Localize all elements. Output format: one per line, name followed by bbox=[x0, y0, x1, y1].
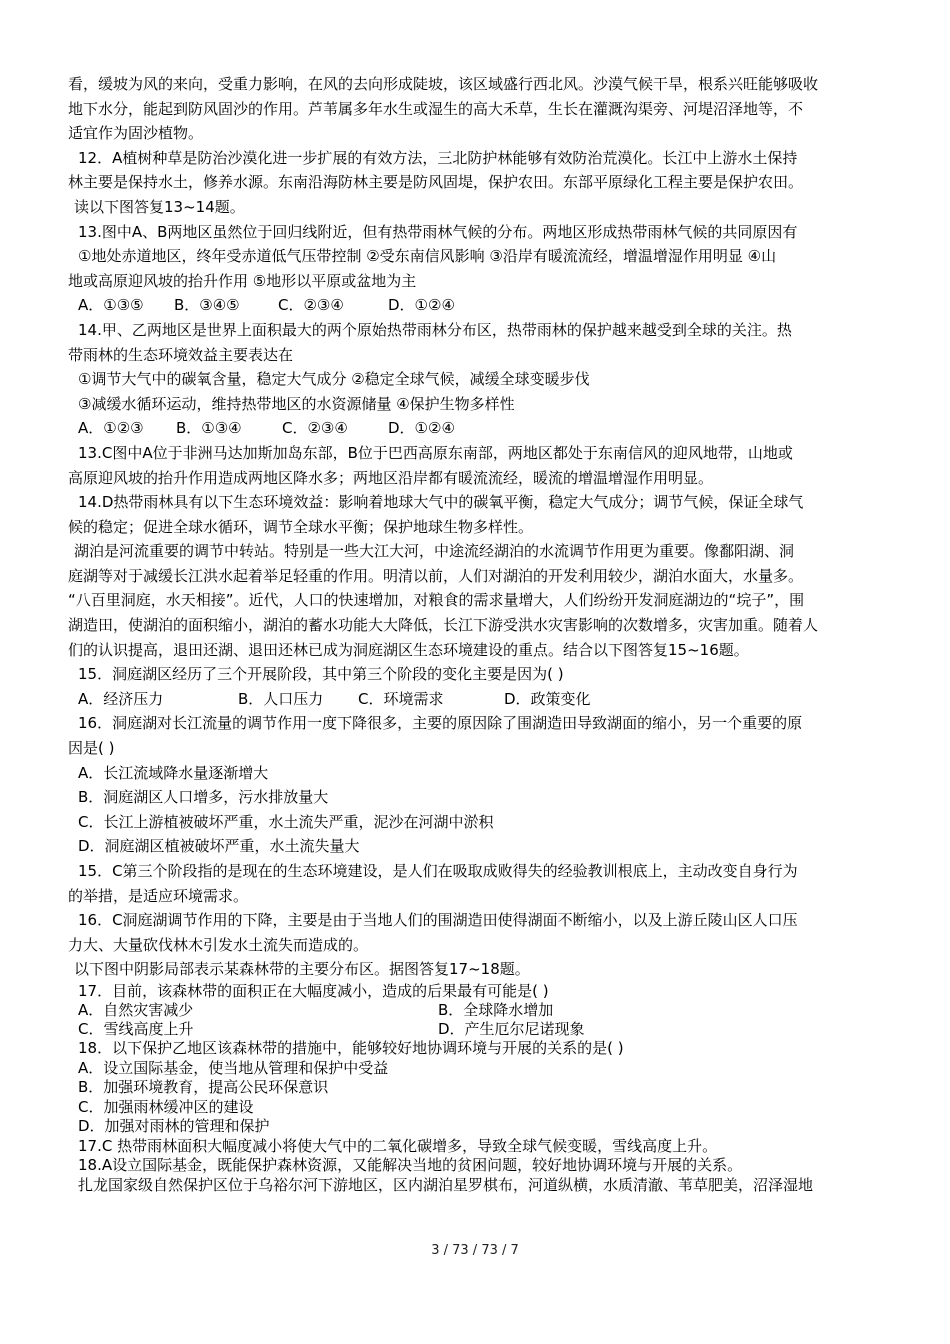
answer-14: 14.D热带雨林具有以下生态环境效益：影响着地球大气中的碳氧平衡，稳定大气成分；调节气候，保证全球气 bbox=[78, 493, 804, 512]
text-line: 12．A植树种草是防治沙漠化进一步扩展的有效方法，三北防护林能够有效防治荒漠化。长江中上游水土保持 bbox=[78, 148, 798, 167]
text-line: 看，缓坡为风的来向，受重力影响，在风的去向形成陡坡，该区域盛行西北风。沙漠气候干旱，根系兴旺能够吸收 bbox=[68, 75, 819, 93]
text-line: 力大、大量砍伐林木引发水土流失而造成的。 bbox=[68, 935, 369, 954]
text-line: 地或高原迎风坡的抬升作用 ⑤地形以平原或盆地为主 bbox=[68, 271, 417, 290]
text-line: 读以下图答复13~14题。 bbox=[74, 197, 245, 216]
answer-17: 17.C 热带雨林面积大幅度减小将使大气中的二氧化碳增多，导致全球气候变暖，雪线高度上升。 bbox=[78, 1136, 718, 1155]
question-15: 15．洞庭湖区经历了三个开展阶段，其中第三个阶段的变化主要是因为( ) bbox=[78, 665, 564, 684]
option: C．②③④ bbox=[282, 419, 348, 438]
question-13: 13.图中A、B两地区虽然位于回归线附近，但有热带雨林气候的分布。两地区形成热带雨林气候的共同原因有 bbox=[78, 222, 798, 241]
document-page bbox=[68, 72, 884, 1195]
text-line: 的举措，是适应环境需求。 bbox=[68, 886, 249, 905]
option: A．自然灾害减少 bbox=[78, 1001, 194, 1020]
text-line: ①地处赤道地区，终年受赤道低气压带控制 ②受东南信风影响 ③沿岸有暖流流经，增温增湿作用明显 ④山 bbox=[78, 247, 777, 266]
text-line: 地下水分，能起到防风固沙的作用。芦苇属多年水生或湿生的高大禾草，生长在灌溉沟渠旁、河堤沼泽地等，不 bbox=[68, 99, 804, 118]
option: D．政策变化 bbox=[504, 689, 591, 708]
option: C．环境需求 bbox=[358, 689, 444, 708]
answer-16: 16．C洞庭湖调节作用的下降，主要是由于当地人们的围湖造田使得湖面不断缩小，以及上游丘陵山区人口压 bbox=[78, 911, 798, 930]
option: D．洞庭湖区植被破坏严重，水土流失量大 bbox=[78, 837, 360, 856]
passage-line: 湖泊是河流重要的调节中转站。特别是一些大江大河，中途流经湖泊的水流调节作用更为重要。像鄱阳湖、洞 bbox=[74, 542, 795, 561]
option: B．洞庭湖区人口增多，污水排放量大 bbox=[78, 788, 329, 807]
option: A．①③⑤ bbox=[78, 296, 144, 315]
option: B．③④⑤ bbox=[174, 296, 240, 315]
option: A．设立国际基金，使当地从管理和保护中受益 bbox=[78, 1058, 389, 1077]
option: C．长江上游植被破坏严重，水土流失严重，泥沙在河湖中淤积 bbox=[78, 812, 494, 831]
passage-line: 们的认识提高，退田还湖、退田还林已成为洞庭湖区生态环境建设的重点。结合以下图答复15~16题。 bbox=[68, 640, 749, 659]
question-16: 16．洞庭湖对长江流量的调节作用一度下降很多，主要的原因除了围湖造田导致湖面的缩小，另一个重要的原 bbox=[78, 714, 803, 733]
text-line: ①调节大气中的碳氧含量，稳定大气成分 ②稳定全球气候，减缓全球变暖步伐 bbox=[78, 370, 590, 389]
question-18: 18．以下保护乙地区该森林带的措施中，能够较好地协调环境与开展的关系的是( ) bbox=[78, 1039, 624, 1058]
option: D．产生厄尔尼诺现象 bbox=[438, 1020, 585, 1039]
passage-line: 扎龙国家级自然保护区位于乌裕尔河下游地区，区内湖泊星罗棋布，河道纵横，水质清澈、苇草肥美，沼泽湿地 bbox=[78, 1175, 814, 1194]
option: C．雪线高度上升 bbox=[78, 1020, 194, 1039]
answer-13: 13.C图中A位于非洲马达加斯加岛东部，B位于巴西高原东南部，两地区都处于东南信风的迎风地带，山地或 bbox=[78, 443, 793, 462]
option: D．①②④ bbox=[388, 419, 455, 438]
text-line: 带雨林的生态环境效益主要表达在 bbox=[68, 345, 294, 364]
q14-options bbox=[68, 416, 884, 441]
question-14: 14.甲、乙两地区是世界上面积最大的两个原始热带雨林分布区，热带雨林的保护越来越受到全球的关注。热 bbox=[78, 320, 792, 339]
text-line: 因是( ) bbox=[68, 739, 115, 758]
answer-15: 15．C第三个阶段指的是现在的生态环境建设，是人们在吸取成败得失的经验教训根底上，主动改变自身行为 bbox=[78, 862, 798, 880]
text-line: 以下图中阴影局部表示某森林带的主要分布区。据图答复17~18题。 bbox=[74, 960, 530, 979]
option: B．全球降水增加 bbox=[438, 1001, 554, 1020]
q15-options bbox=[68, 687, 884, 712]
option: C．②③④ bbox=[278, 296, 344, 315]
text-line: 候的稳定；促进全球水循环，调节全球水平衡；保护地球生物多样性。 bbox=[68, 517, 534, 536]
text-line: ③减缓水循环运动，维持热带地区的水资源储量 ④保护生物多样性 bbox=[78, 394, 515, 413]
question-17: 17．目前，该森林带的面积正在大幅度减小，造成的后果最有可能是( ) bbox=[78, 981, 549, 1000]
option: B．人口压力 bbox=[238, 689, 324, 708]
q13-options bbox=[68, 293, 884, 318]
option: A．长江流域降水量逐渐增大 bbox=[78, 763, 269, 782]
passage-line: 庭湖等对于减缓长江洪水起着举足轻重的作用。明清以前，人们对湖泊的开发利用较少，湖泊水面大，水量多。 bbox=[68, 566, 804, 585]
passage-line: 湖造田，使湖泊的面积缩小，湖泊的蓄水功能大大降低，长江下游受洪水灾害影响的次数增多，灾害加重。随着人 bbox=[68, 616, 819, 635]
page-number: 3 / 73 / 73 / 7 bbox=[431, 1243, 519, 1258]
option: A．经济压力 bbox=[78, 689, 164, 708]
q17-options bbox=[68, 1001, 884, 1039]
text-line: 林主要是保持水土，修养水源。东南沿海防林主要是防风固堤，保护农田。东部平原绿化工程主要是保护农田。 bbox=[68, 173, 804, 192]
answer-18: 18.A设立国际基金，既能保护森林资源，又能解决当地的贫困问题，较好地协调环境与开展的关系。 bbox=[78, 1156, 743, 1175]
option: C．加强雨林缓冲区的建设 bbox=[78, 1097, 254, 1116]
text-line: 高原迎风坡的抬升作用造成两地区降水多；两地区沿岸都有暖流流经，暖流的增温增湿作用明显。 bbox=[68, 468, 714, 487]
text-line: 适宜作为固沙植物。 bbox=[68, 124, 204, 143]
option: B．加强环境教育，提高公民环保意识 bbox=[78, 1078, 329, 1097]
option: D．加强对雨林的管理和保护 bbox=[78, 1117, 270, 1136]
option: D．①②④ bbox=[388, 296, 455, 315]
option: A．①②③ bbox=[78, 419, 144, 438]
option: B．①③④ bbox=[176, 419, 242, 438]
passage-line: “八百里洞庭，水天相接”。近代，人口的快速增加，对粮食的需求量增大，人们纷纷开发洞庭湖边的“垸子”，围 bbox=[68, 591, 805, 610]
